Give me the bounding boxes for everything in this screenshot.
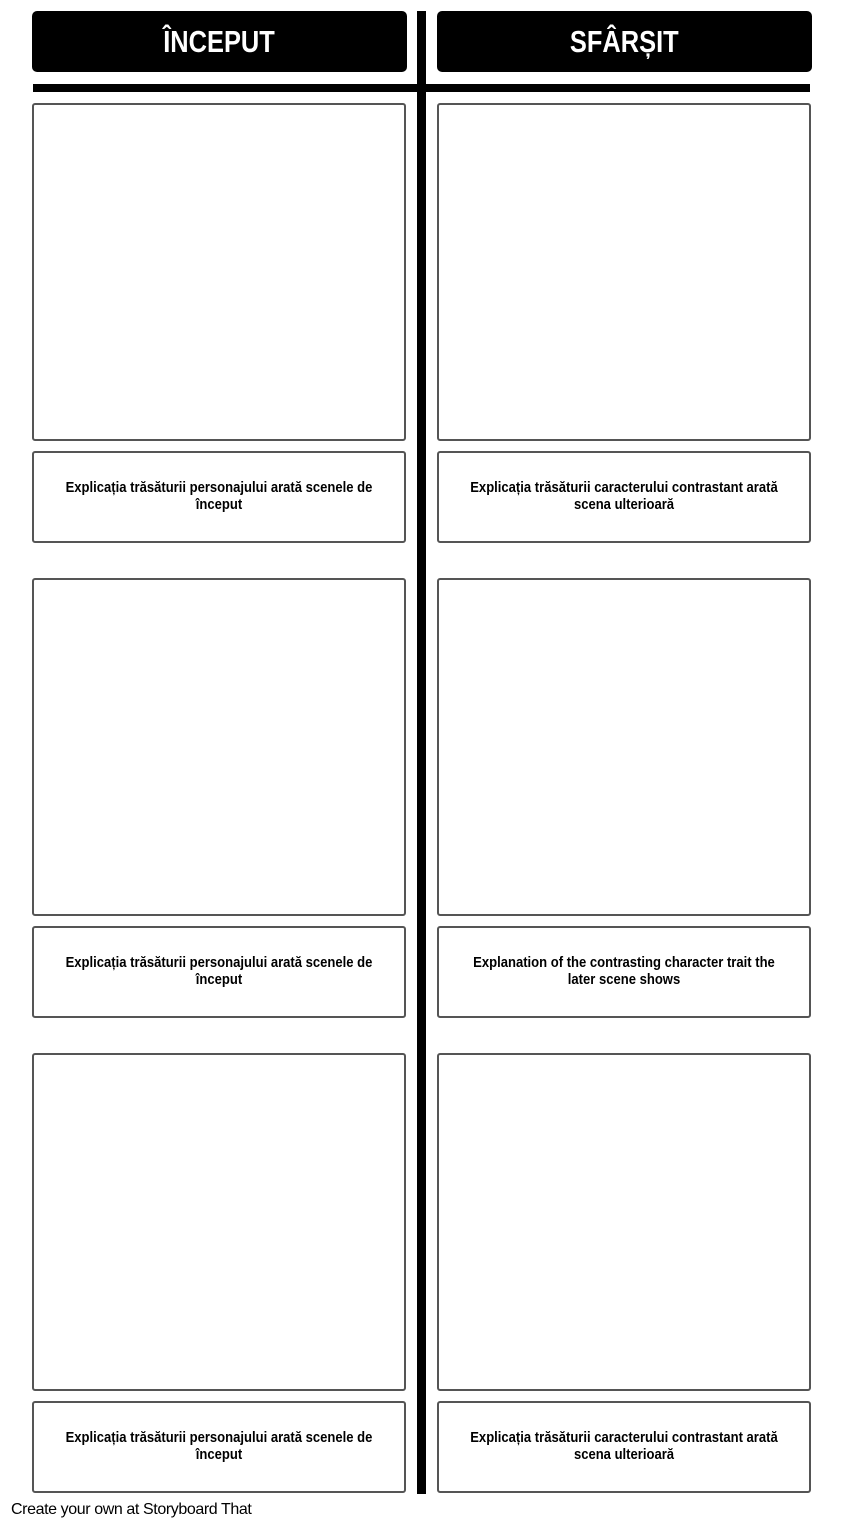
text-cell-beginning-1[interactable] — [32, 451, 406, 543]
footer-credit[interactable]: Create your own at Storyboard That — [11, 1501, 252, 1518]
text-cell-end-1-label: Explicația trăsăturii caracterului contrastant arată scena ulterioară — [470, 480, 778, 513]
text-cell-beginning-1-label: Explicația trăsăturii personajului arată scenele de început — [65, 480, 373, 513]
text-cell-end-2-label: Explanation of the contrasting character trait the later scene shows — [473, 955, 775, 988]
text-cell-end-3-label: Explicația trăsăturii caracterului contrastant arată scena ulterioară — [470, 1430, 778, 1463]
column-header-beginning-label: ÎNCEPUT — [163, 23, 276, 59]
text-cell-beginning-2-label: Explicația trăsăturii personajului arată scenele de început — [65, 955, 373, 988]
image-cell-end-2[interactable] — [437, 578, 811, 916]
text-cell-beginning-3[interactable] — [32, 1401, 406, 1493]
text-cell-beginning-3-label: Explicația trăsăturii personajului arată scenele de început — [65, 1430, 373, 1463]
column-header-end-label: SFÂRȘIT — [570, 23, 679, 59]
text-cell-end-2[interactable] — [437, 926, 811, 1018]
image-cell-end-3[interactable] — [437, 1053, 811, 1391]
image-cell-beginning-3[interactable] — [32, 1053, 406, 1391]
vertical-divider — [417, 11, 426, 1494]
image-cell-beginning-2[interactable] — [32, 578, 406, 916]
image-cell-beginning-1[interactable] — [32, 103, 406, 441]
text-cell-end-3[interactable] — [437, 1401, 811, 1493]
text-cell-end-1[interactable] — [437, 451, 811, 543]
image-cell-end-1[interactable] — [437, 103, 811, 441]
text-cell-beginning-2[interactable] — [32, 926, 406, 1018]
column-header-end — [437, 11, 812, 72]
column-header-beginning — [32, 11, 407, 72]
